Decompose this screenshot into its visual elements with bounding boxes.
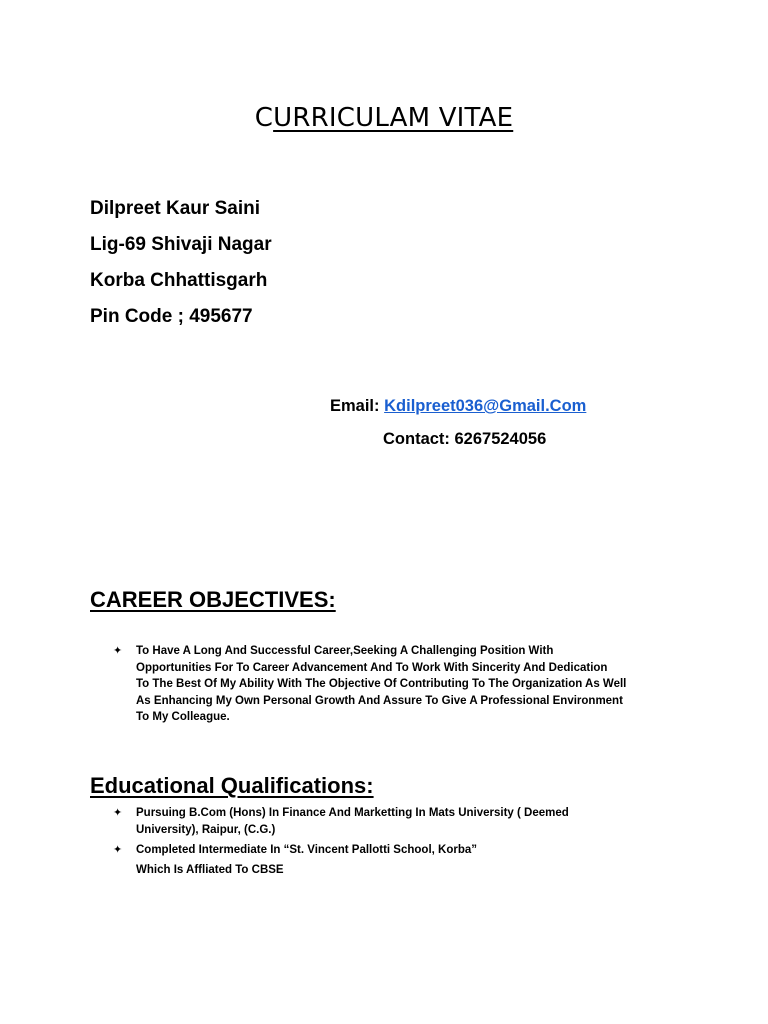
- bullet-line: Completed Intermediate In “St. Vincent Pallotti School, Korba”: [136, 844, 478, 856]
- pin-code: Pin Code ; 495677: [90, 306, 253, 327]
- page-title-prefix: C: [254, 103, 274, 133]
- star-bullet-icon: ✦: [113, 807, 123, 819]
- career-objectives-heading: CAREER OBJECTIVES:: [90, 587, 336, 612]
- education-list: [113, 805, 713, 878]
- contact-number: 6267524056: [454, 430, 547, 448]
- address-line-1: Lig-69 Shivaji Nagar: [90, 234, 272, 255]
- bullet-line: To My Colleague.: [136, 711, 230, 723]
- star-bullet-icon: ✦: [113, 844, 123, 856]
- email-link[interactable]: Kdilpreet036@Gmail.Com: [384, 397, 587, 415]
- star-bullet-icon: ✦: [113, 645, 123, 657]
- page-title-underlined: URRICULAM VITAE: [273, 103, 514, 133]
- bullet-line: To Have A Long And Successful Career,Seeking A Challenging Position With: [136, 645, 554, 657]
- contact-label: Contact:: [383, 430, 455, 448]
- bullet-line: To The Best Of My Ability With The Objective Of Contributing To The Organization As Well: [136, 678, 627, 690]
- bullet-line: As Enhancing My Own Personal Growth And Assure To Give A Professional Environment: [136, 694, 623, 707]
- list-item: [113, 805, 713, 838]
- candidate-name: Dilpreet Kaur Saini: [90, 198, 260, 219]
- email-label: Email:: [330, 397, 385, 415]
- list-item: [113, 643, 713, 726]
- contact-row: [383, 430, 546, 449]
- list-item: [113, 842, 713, 878]
- bullet-line: Pursuing B.Com (Hons) In Finance And Marketting In Mats University ( Deemed: [136, 807, 569, 819]
- email-row: [330, 397, 586, 416]
- page-title: [0, 103, 768, 133]
- bullet-line: Opportunities For To Career Advancement And To Work With Sincerity And Dedication: [136, 661, 608, 674]
- educational-qualifications-heading: Educational Qualifications:: [90, 773, 374, 798]
- career-objectives-list: [113, 643, 713, 726]
- bullet-line: Which Is Affliated To CBSE: [136, 863, 284, 876]
- bullet-line: University), Raipur, (C.G.): [136, 823, 276, 836]
- address-line-2: Korba Chhattisgarh: [90, 270, 268, 291]
